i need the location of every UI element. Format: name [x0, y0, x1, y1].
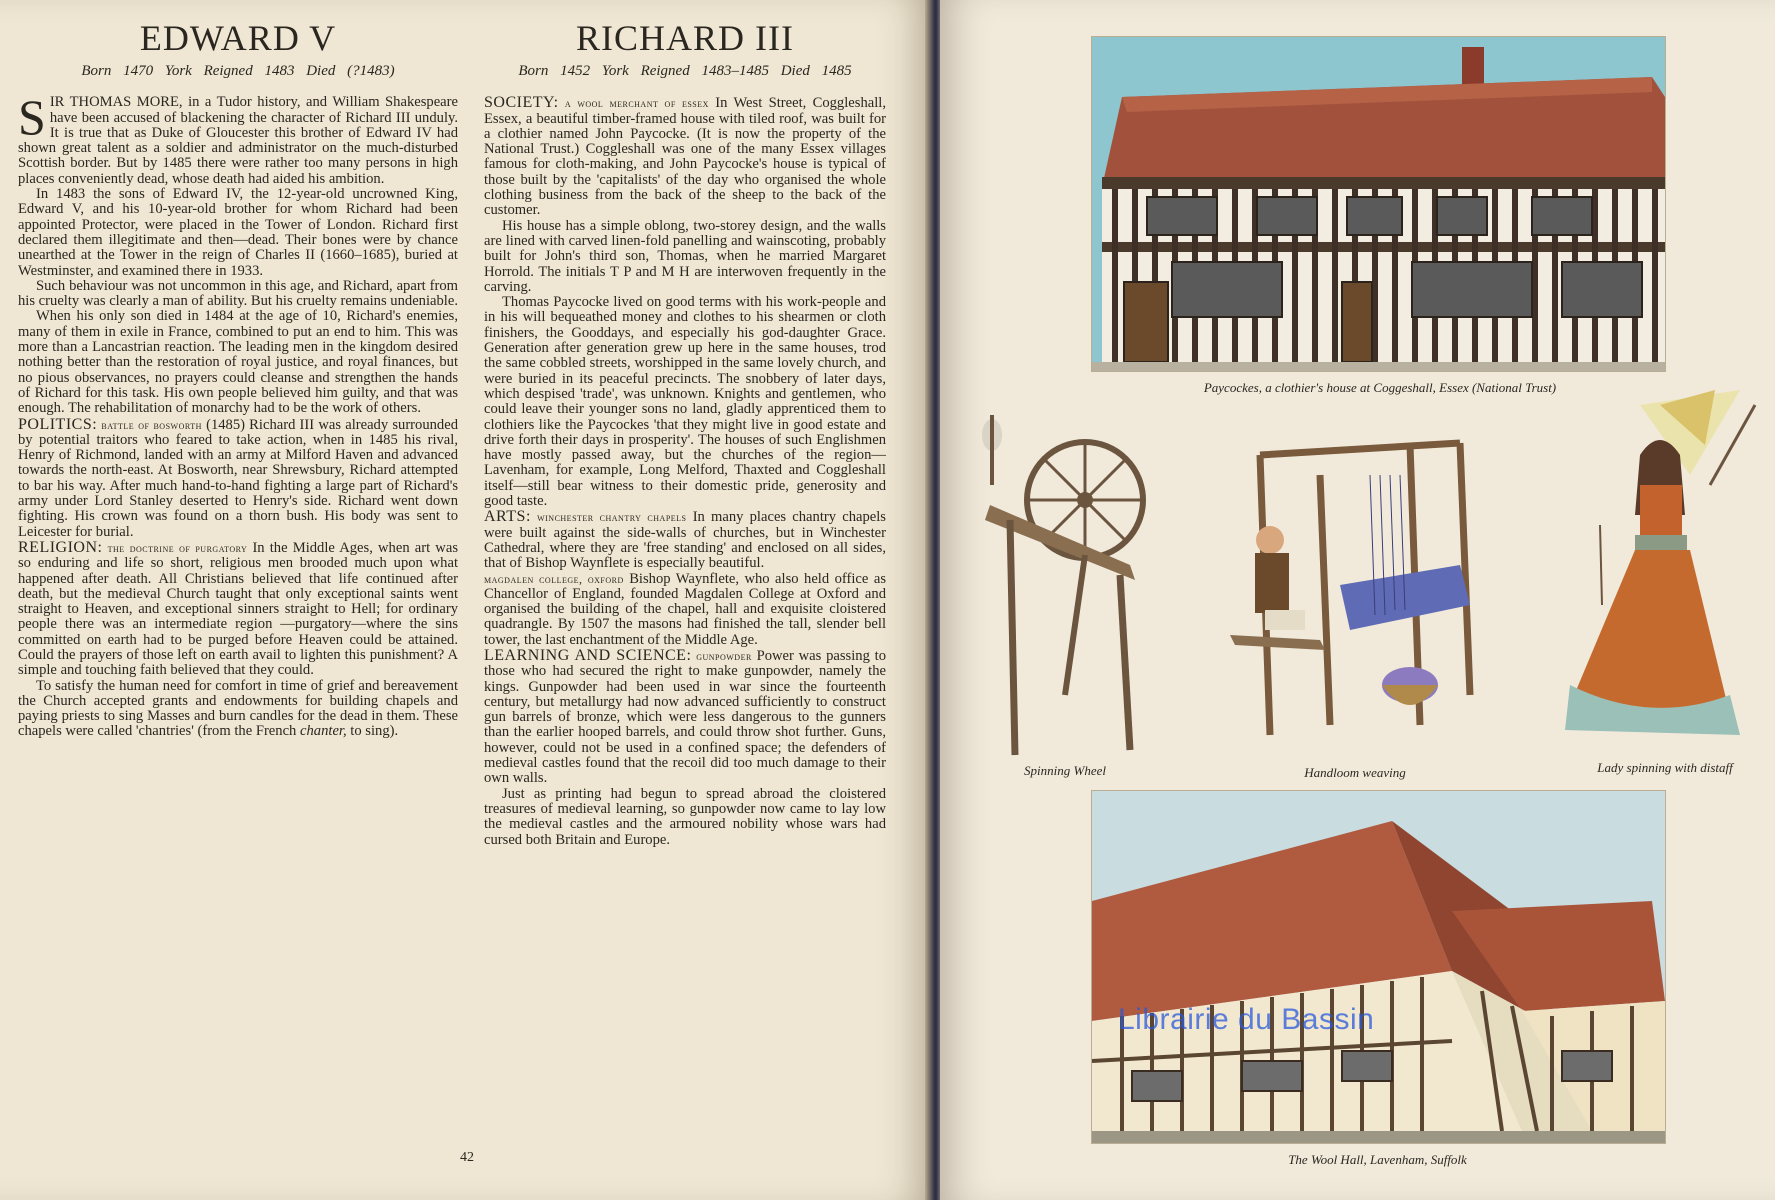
wool-hall-image [1092, 791, 1665, 1143]
society-text: In West Street, Coggleshall, Essex, a beautiful timber-framed house with tiled roof, was built for a clothier named John Paycocke. (It is now the property of the National Trust.) Coggleshall was one of the many Essex villages famous for cloth-making, and John Paycocke's house is typical of those built by the 'capitalists' of the day who organised the whole clothing business from the back of the sheep to the back of the customer. [484, 95, 886, 219]
learning-subheading: gunpowder [696, 648, 752, 663]
society-paragraph-3: Thomas Paycocke lived on good terms with his work-people and in his will bequeathed money and clothes to his shearmen or cloth finishers, the Gooddays, and especially his god-daughter Grace. Generation after generation grew up here in the same houses, trod the same cobbled streets, worshipped in the same lovely church, and were buried in its peaceful precincts. The snobbery of later days, which despised 'trade', was unknown. Knights and gentlemen, who could leave their younger sons no land, gladly apprenticed them to clothiers like the Paycockes 'that they might live in good estate and drive forth their days in prosperity'. The houses of such Englishmen have mostly passed away, but the churches of the region—Lavenham, for example, Long Melford, Thaxted and Coggleshall itself—still bear witness to their domestic pride, generosity and good taste. [484, 294, 886, 510]
spinning-wheel-illustration [970, 395, 1155, 765]
religion-heading: RELIGION: [18, 538, 103, 556]
arts-section [484, 509, 886, 571]
paragraph-2: In 1483 the sons of Edward IV, the 12-year-old uncrowned King, Edward V, and his 10-year-old brother for whom Richard had been appointed Protector, were placed in the Tower of London. Richard first declared them illegitimate and then—dead. Their bones were by chance unearthed at the Tower in the reign of Charles II (1660–1685), buried at Westminster, and examined there in 1933. [18, 186, 458, 279]
intro-text: IR THOMAS MORE, in a Tudor history, and William Shakespeare have been accused of blackening the character of Richard III unduly. It is true that as Duke of Gloucester this brother of Edward IV had shown great talent as a soldier and administrator on the much-disturbed Scottish border. But by 1485 there were rather too many persons in high places conveniently dead, whose death had aided his ambition. [18, 94, 458, 187]
caption-wool-hall: The Wool Hall, Lavenham, Suffolk [1288, 1152, 1467, 1167]
paragraph-4: When his only son died in 1484 at the age of 10, Richard's enemies, many of them in exile in France, combined to put an end to him. This was more than a Lancastrian reaction. The leading men in the kingdom desired nothing better than the restoration of royal justice, and royal finances, but no pious observances, no prayers could cleanse and strengthen the hands of Richard for this task. His own people believed him guilty, and that was enough. The rehabilitation of monarchy had to be the work of others. [18, 308, 458, 417]
wool-hall-illustration [1091, 790, 1666, 1144]
title-edward-v: EDWARD V [139, 18, 337, 58]
society-section [484, 95, 886, 218]
paragraph-3: Such behaviour was not uncommon in this age, and Richard, apart from his cruelty was clearly a man of ability. But his cruelty remains undeniable. [18, 277, 458, 310]
paycockes-house-image [1092, 37, 1665, 371]
religion-text: In the Middle Ages, when art was so enduring and life so short, religious men brooded much upon what happened after death. All Christians believed that life continued after death, but the medieval Church taught that only exceptional saints went straight to Heaven, and exceptional sinners straight to Hell; for ordinary people there was an intermediate region —purgatory—where the sins committed on earth had to be purged before Heaven could be attained. Could the prayers of those left on earth avail to lighten this punishment? A simple and touching faith believed that they could. [18, 539, 458, 679]
title-richard-iii: RICHARD III [576, 18, 794, 58]
learning-text: Power was passing to those who had secured the right to make gunpowder, namely the kings. Gunpowder had been used in war since the fourteenth century, but metallurgy had now advanced sufficiently to construct gun barrels of bronze, which were less dangerous to the gunners than the earlier hooped barrels, and could throw shot further. Guns, however, could not be used in a confined space; the defenders of medieval castles found that the recoil did too much damage to their own walls. [484, 647, 886, 787]
religion-text-2a: To satisfy the human need for comfort in time of grief and bereavement the Church accepted grants and endowments for building chapels and paying priests to sing Masses and burn candles for the dead in them. These chapels were called 'chantries' (from the French [18, 677, 458, 740]
lady-spinning-illustration [1540, 385, 1765, 760]
society-heading: SOCIETY: [484, 94, 559, 112]
paycockes-house-illustration [1091, 36, 1666, 372]
arts-subheading: winchester chantry chapels [537, 510, 687, 525]
magdalen-subheading: magdalen college, oxford [484, 571, 624, 586]
society-subheading: a wool merchant of essex [564, 96, 709, 111]
handloom-image [1210, 435, 1500, 760]
society-paragraph-2: His house has a simple oblong, two-storey design, and the walls are lined with carved linen-fold panelling and wainscoting, probably built for John's third son, Thomas, when he married Margaret Horrold. The initials T P and M H are interwoven frequently in the carving. [484, 217, 886, 295]
lady-spinning-image [1540, 385, 1765, 760]
religion-section [18, 540, 458, 679]
right-column [484, 18, 886, 848]
magdalen-text: Bishop Waynflete, who also held office as Chancellor of England, founded Magdalen College at Oxford and organised the building of the chapel, hall and exquisite cloistered quadrangle. By 1507 the masons had finished the tall, slender bell tower, the last enchantment of the Middle Age. [484, 570, 886, 648]
religion-text-italic: chanter, [300, 723, 347, 740]
left-column [18, 18, 458, 740]
caption-paycockes: Paycockes, a clothier's house at Coggeshall, Essex (National Trust) [1203, 380, 1557, 395]
page-number: 42 [460, 1150, 474, 1165]
handloom-illustration [1210, 435, 1500, 760]
caption-lady-spinning: Lady spinning with distaff [1597, 760, 1733, 775]
religion-subheading: the doctrine of purgatory [107, 540, 248, 555]
politics-section [18, 417, 458, 540]
learning-paragraph-2: Just as printing had begun to spread abroad the cloistered treasures of medieval learning, so gunpowder now came to lay low the medieval castles and the armoured nobility whose wars had cursed both Britain and Europe. [484, 785, 886, 848]
magdalen-paragraph [484, 572, 886, 648]
religion-text-2b: to sing). [350, 723, 399, 740]
politics-text: (1485) Richard III was already surrounded by potential traitors who feared to take action, when in 1485 his rival, Henry of Richmond, landed with an army at Milford Haven and advanced towards the north-east. At Bosworth, near Shrewsbury, Richard attempted to bar his way. After much hand-to-hand fighting a large part of Richard's army under Lord Stanley deserted to Henry's side. Richard went down fighting. His crown was found on a thorn bush. His body was sent to Leicester for burial. [18, 416, 458, 540]
drop-cap: S [18, 89, 46, 146]
politics-subheading: battle of bosworth [101, 417, 202, 432]
politics-heading: POLITICS: [18, 415, 98, 433]
watermark-text: Librairie du Bassin [1118, 1003, 1375, 1036]
caption-handloom: Handloom weaving [1304, 765, 1406, 780]
learning-heading: LEARNING AND SCIENCE: [484, 646, 692, 664]
religion-paragraph-2 [18, 679, 458, 740]
spinning-wheel-image [970, 395, 1155, 765]
learning-section [484, 648, 886, 787]
caption-spinning-wheel: Spinning Wheel [1024, 763, 1106, 778]
reign-richard-iii: Born 1452 York Reigned 1483–1485 Died 1485 [518, 63, 852, 79]
arts-text: In many places chantry chapels were built against the side-walls of churches, but in Winchester Cathedral, where they are 'free standing' and enclosed on all sides, that of Bishop Waynflete is especially beautiful. [484, 509, 886, 572]
reign-edward-v: Born 1470 York Reigned 1483 Died (?1483) [81, 63, 395, 79]
arts-heading: ARTS: [484, 508, 531, 526]
intro-paragraph [18, 89, 458, 187]
